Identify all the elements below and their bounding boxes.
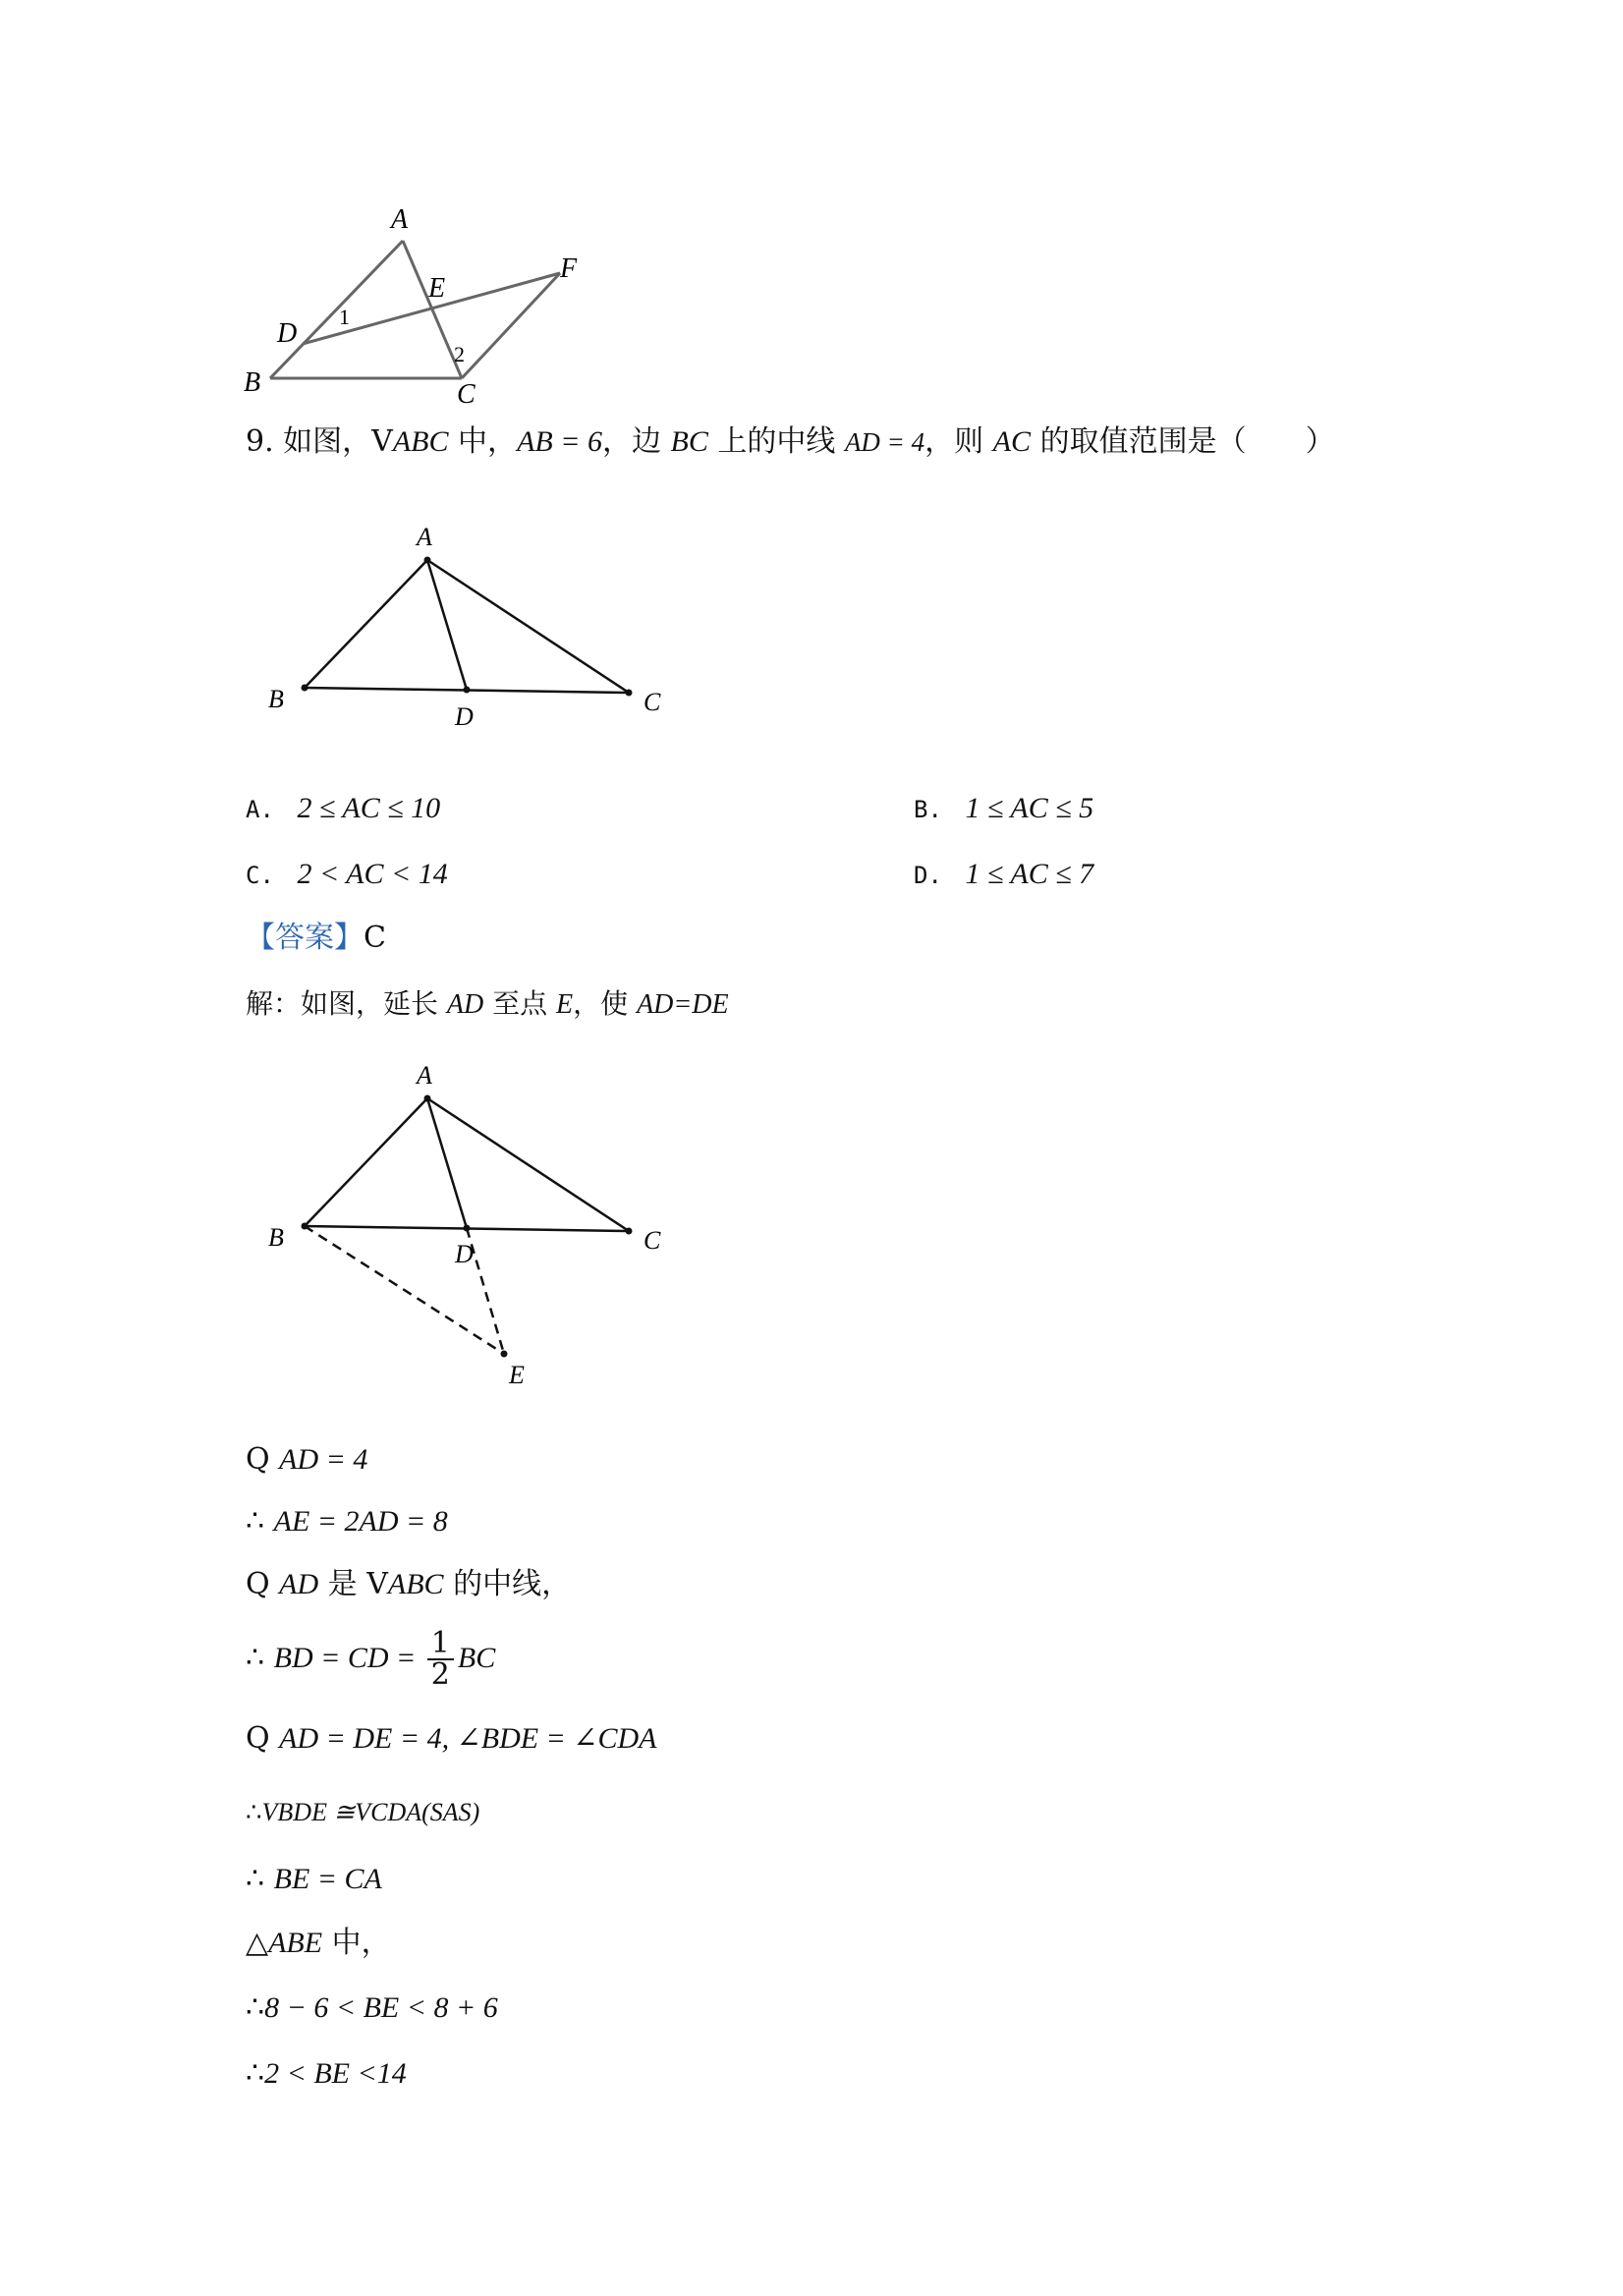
label-b: B — [268, 685, 284, 713]
step-6 — [246, 1795, 479, 1830]
segment-ac — [427, 1098, 629, 1231]
step-1-expr: AD = 4 — [279, 1443, 368, 1476]
solution-e: E — [556, 989, 574, 1020]
step-7 — [246, 1862, 382, 1897]
solution-text-3: ，使 — [573, 987, 638, 1020]
label-d: D — [455, 702, 474, 731]
step-4 — [246, 1619, 495, 1698]
segment-ad — [427, 1098, 467, 1228]
option-c — [246, 857, 448, 893]
triangle-name: ABC — [392, 425, 449, 458]
step-3-triangle: ABC — [387, 1568, 444, 1600]
step-3-prefix: Q — [246, 1567, 280, 1601]
step-2-prefix: ∴ — [246, 1504, 274, 1539]
solution-text-2: 至点 — [483, 987, 557, 1020]
step-10-prefix: ∴ — [246, 2056, 265, 2091]
label-b: B — [268, 1223, 284, 1252]
question-text-2: ，边 — [601, 424, 671, 459]
step-3-post: 的中线， — [443, 1567, 572, 1601]
figure-top — [236, 196, 609, 413]
step-7-expr: BE = CA — [273, 1863, 382, 1895]
label-angle-1: 1 — [339, 305, 350, 329]
question-text-5: 的取值范围是（ ） — [1031, 424, 1335, 459]
step-4-expr: BD = CD = — [273, 1642, 423, 1674]
question-ad: AD = 4 — [844, 427, 925, 457]
solution-ad: AD — [446, 989, 484, 1020]
step-1 — [246, 1442, 367, 1478]
step-10 — [246, 2056, 407, 2092]
question-bc: BC — [670, 425, 708, 458]
step-7-prefix: ∴ — [246, 1862, 274, 1896]
solution-text-1: 解：如图，延长 — [246, 987, 447, 1020]
answer-tag: 【答案】 — [246, 921, 364, 955]
step-6-expr: VBDE ≅VCDA(SAS) — [261, 1798, 480, 1826]
label-d: D — [277, 318, 298, 349]
segment-ab — [305, 1098, 427, 1226]
fraction-numerator: 1 — [427, 1629, 454, 1660]
step-3-triangle-symbol: V — [366, 1567, 388, 1601]
segment-ad — [427, 560, 467, 690]
figure-question — [251, 516, 702, 742]
option-a-expr: 2 ≤ AC ≤ 10 — [297, 792, 441, 824]
option-a — [246, 791, 440, 827]
segment-be — [305, 1226, 504, 1354]
option-b-expr: 1 ≤ AC ≤ 5 — [965, 792, 1094, 824]
solution-eq: AD=DE — [637, 989, 729, 1020]
answer-value: C — [364, 921, 386, 955]
segment-ab — [305, 560, 427, 688]
label-f: F — [560, 253, 578, 284]
fraction-one-half — [427, 1626, 454, 1692]
step-1-prefix: Q — [246, 1442, 280, 1477]
step-3-mid: 是 — [318, 1567, 367, 1601]
question-ab: AB = 6 — [517, 425, 602, 458]
step-2-expr: AE = 2AD = 8 — [273, 1505, 448, 1538]
label-a: A — [417, 523, 432, 551]
step-8-prefix: △ — [246, 1926, 269, 1960]
step-9-prefix: ∴ — [246, 1990, 265, 2025]
segment-ab — [270, 241, 403, 378]
label-a: A — [391, 204, 409, 235]
segment-ac — [427, 560, 629, 693]
step-6-prefix: ∴ — [246, 1798, 262, 1827]
fraction-denominator: 2 — [430, 1657, 450, 1692]
step-4-prefix: ∴ — [246, 1641, 274, 1675]
answer-line — [246, 921, 386, 956]
step-5-expr: AD = DE = 4, ∠BDE = ∠CDA — [279, 1722, 657, 1755]
label-c: C — [644, 1226, 661, 1255]
step-9-expr: 8 − 6 < BE < 8 + 6 — [264, 1991, 498, 2024]
option-a-letter: A. — [246, 796, 274, 823]
question-line — [246, 424, 1335, 460]
label-c: C — [644, 688, 661, 716]
label-e: E — [428, 273, 446, 304]
question-pre: 如图， — [283, 424, 372, 459]
solution-intro — [246, 986, 729, 1023]
step-2 — [246, 1504, 448, 1540]
option-c-letter: C. — [246, 862, 274, 889]
question-number: 9. — [246, 424, 274, 459]
step-3 — [246, 1567, 571, 1602]
option-b-letter: B. — [914, 796, 942, 823]
label-a: A — [417, 1061, 432, 1090]
step-5 — [246, 1721, 656, 1757]
step-4-tail: BC — [457, 1642, 496, 1674]
option-c-expr: 2 < AC < 14 — [297, 858, 448, 890]
label-angle-2: 2 — [454, 342, 465, 366]
label-d: D — [455, 1240, 474, 1268]
step-5-prefix: Q — [246, 1721, 280, 1756]
question-text-4: ，则 — [924, 424, 993, 459]
step-8-expr: ABE — [268, 1927, 323, 1959]
label-b: B — [244, 367, 261, 398]
figure-solution — [251, 1054, 702, 1388]
step-8-post: 中， — [322, 1926, 391, 1960]
question-text-1: 中， — [448, 424, 518, 459]
question-text-3: 上的中线 — [707, 424, 845, 459]
label-e: E — [509, 1361, 525, 1388]
option-b — [914, 791, 1093, 827]
question-ac: AC — [992, 425, 1032, 458]
step-3-expr: AD — [279, 1568, 319, 1600]
step-9 — [246, 1990, 498, 2026]
option-d-expr: 1 ≤ AC ≤ 7 — [965, 858, 1094, 890]
step-8 — [246, 1926, 391, 1961]
segment-fc — [462, 273, 560, 378]
option-d-letter: D. — [914, 862, 942, 889]
label-c: C — [457, 379, 476, 410]
option-d — [914, 857, 1093, 893]
step-10-expr: 2 < BE <14 — [264, 2057, 407, 2090]
triangle-symbol: V — [371, 424, 393, 459]
